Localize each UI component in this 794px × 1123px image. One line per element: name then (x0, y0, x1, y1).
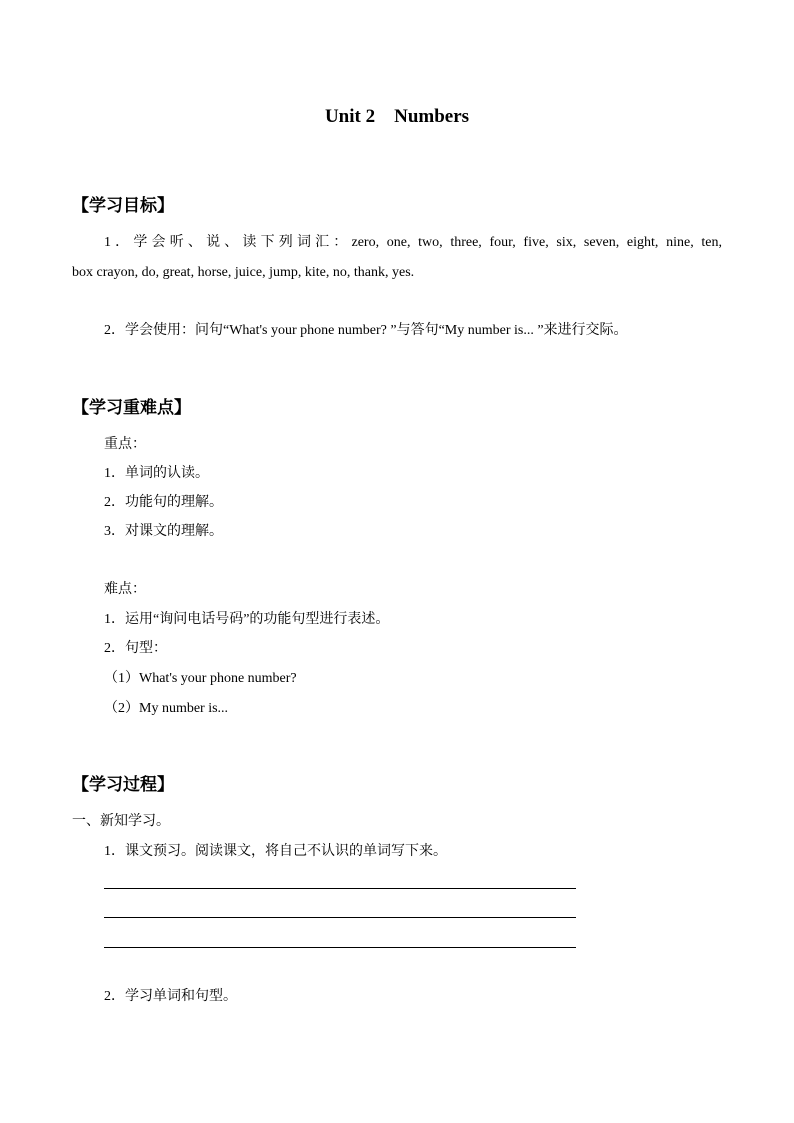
process-part-1: 一、新知学习。 (72, 814, 170, 829)
answer-line[interactable] (104, 947, 576, 948)
difficult-point-item: （2）My number is... (104, 701, 229, 716)
section-heading-process: 【学习过程】 (72, 775, 174, 795)
process-step-1: 1．课文预习。阅读课文，将自己不认识的单词写下来。 (104, 844, 447, 859)
answer-line[interactable] (104, 888, 576, 889)
process-step-2: 2．学习单词和句型。 (104, 989, 237, 1004)
section-heading-key-points: 【学习重难点】 (72, 398, 191, 418)
difficult-point-item: （1）What's your phone number? (104, 671, 297, 686)
answer-line[interactable] (104, 917, 576, 918)
key-point-item: 2．功能句的理解。 (104, 495, 223, 510)
goal-item-1-line-2: box crayon, do, great, horse, juice, jump, kite, no, thank, yes. (72, 265, 415, 280)
key-point-item: 3．对课文的理解。 (104, 524, 223, 539)
key-points-label: 重点： (104, 437, 146, 452)
key-point-item: 1．单词的认读。 (104, 466, 209, 481)
page-title: Unit 2 Numbers (324, 106, 470, 127)
goal-item-2: 2．学会使用：问句“What's your phone number? ”与答句“My number is... ”来进行交际。 (104, 323, 628, 338)
difficult-point-item: 2．句型： (104, 641, 167, 656)
section-heading-goals: 【学习目标】 (72, 196, 174, 216)
difficult-point-item: 1．运用“询问电话号码”的功能句型进行表述。 (104, 612, 390, 627)
goal-item-1-line-1: 1．学会听、说、读下列词汇：zero, one, two, three, four, five, six, seven, eight, nine, ten, (104, 235, 722, 250)
difficult-points-label: 难点： (104, 582, 146, 597)
